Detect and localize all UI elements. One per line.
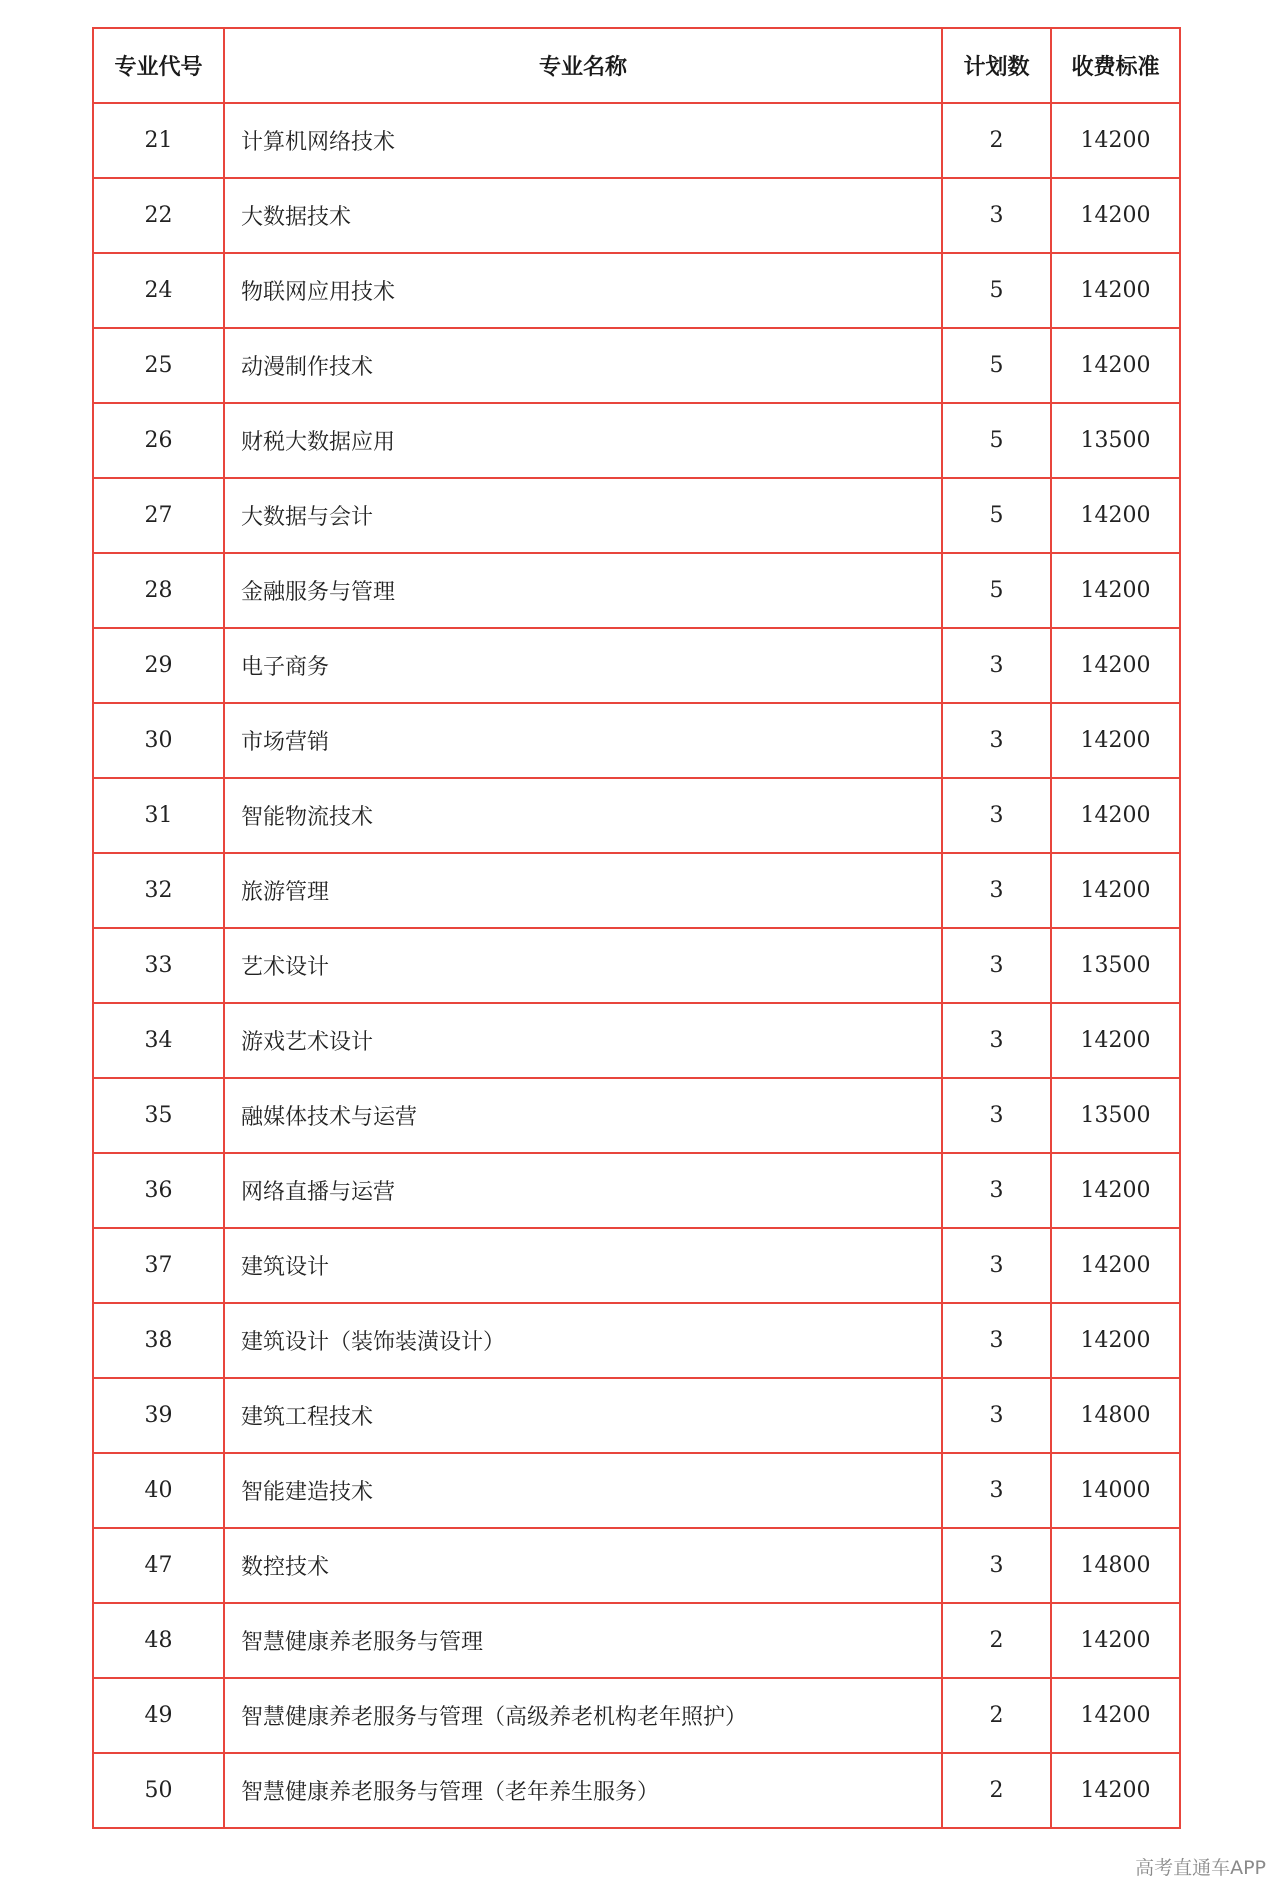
cell-fee: 14200 [1051,703,1180,778]
cell-name: 智慧健康养老服务与管理（老年养生服务） [224,1753,942,1828]
cell-code: 49 [93,1678,224,1753]
cell-name: 大数据技术 [224,178,942,253]
cell-fee: 14800 [1051,1528,1180,1603]
cell-name: 动漫制作技术 [224,328,942,403]
cell-fee: 14200 [1051,253,1180,328]
cell-name: 智能建造技术 [224,1453,942,1528]
header-code: 专业代号 [93,28,224,103]
cell-name: 游戏艺术设计 [224,1003,942,1078]
cell-plan: 5 [942,253,1051,328]
table-row [93,178,1180,253]
table-row [93,478,1180,553]
cell-plan: 3 [942,1303,1051,1378]
cell-code: 22 [93,178,224,253]
cell-name: 网络直播与运营 [224,1153,942,1228]
cell-name: 智慧健康养老服务与管理（高级养老机构老年照护） [224,1678,942,1753]
cell-code: 26 [93,403,224,478]
cell-name: 金融服务与管理 [224,553,942,628]
table-row [93,1153,1180,1228]
cell-fee: 14200 [1051,853,1180,928]
cell-name: 建筑设计（装饰装潢设计） [224,1303,942,1378]
cell-name: 旅游管理 [224,853,942,928]
cell-plan: 3 [942,178,1051,253]
cell-fee: 14200 [1051,478,1180,553]
cell-plan: 3 [942,1078,1051,1153]
table-row [93,1453,1180,1528]
cell-plan: 5 [942,403,1051,478]
cell-code: 48 [93,1603,224,1678]
cell-code: 29 [93,628,224,703]
cell-code: 50 [93,1753,224,1828]
cell-plan: 3 [942,1378,1051,1453]
cell-fee: 14200 [1051,1153,1180,1228]
cell-name: 建筑设计 [224,1228,942,1303]
cell-fee: 14200 [1051,1303,1180,1378]
cell-fee: 14200 [1051,103,1180,178]
cell-plan: 3 [942,1153,1051,1228]
cell-name: 智慧健康养老服务与管理 [224,1603,942,1678]
table-row [93,628,1180,703]
cell-fee: 14200 [1051,1003,1180,1078]
cell-code: 33 [93,928,224,1003]
cell-name: 建筑工程技术 [224,1378,942,1453]
cell-code: 32 [93,853,224,928]
cell-plan: 3 [942,628,1051,703]
header-fee: 收费标准 [1051,28,1180,103]
cell-fee: 14800 [1051,1378,1180,1453]
cell-code: 25 [93,328,224,403]
table-row [93,853,1180,928]
table-header-row [93,28,1180,103]
cell-plan: 2 [942,1603,1051,1678]
table-row [93,553,1180,628]
cell-name: 大数据与会计 [224,478,942,553]
table-row [93,1378,1180,1453]
cell-plan: 3 [942,1453,1051,1528]
cell-fee: 14200 [1051,1678,1180,1753]
cell-name: 物联网应用技术 [224,253,942,328]
cell-fee: 14200 [1051,553,1180,628]
cell-plan: 2 [942,1753,1051,1828]
cell-code: 30 [93,703,224,778]
table-row [93,1753,1180,1828]
cell-fee: 14200 [1051,778,1180,853]
cell-fee: 14200 [1051,1753,1180,1828]
cell-plan: 3 [942,778,1051,853]
majors-table [92,27,1181,1829]
cell-code: 36 [93,1153,224,1228]
cell-name: 数控技术 [224,1528,942,1603]
cell-plan: 5 [942,328,1051,403]
cell-code: 37 [93,1228,224,1303]
cell-code: 40 [93,1453,224,1528]
cell-fee: 14200 [1051,1603,1180,1678]
cell-plan: 2 [942,1678,1051,1753]
cell-code: 21 [93,103,224,178]
header-plan: 计划数 [942,28,1051,103]
table-row [93,1003,1180,1078]
enrollment-plan-sheet [92,27,1179,1829]
cell-name: 智能物流技术 [224,778,942,853]
cell-fee: 14000 [1051,1453,1180,1528]
cell-name: 电子商务 [224,628,942,703]
cell-code: 34 [93,1003,224,1078]
table-row [93,1078,1180,1153]
table-row [93,103,1180,178]
cell-name: 计算机网络技术 [224,103,942,178]
cell-code: 35 [93,1078,224,1153]
cell-code: 47 [93,1528,224,1603]
cell-name: 融媒体技术与运营 [224,1078,942,1153]
table-row [93,403,1180,478]
cell-code: 31 [93,778,224,853]
cell-plan: 5 [942,553,1051,628]
table-row [93,1303,1180,1378]
watermark: 高考直通车APP [1135,1857,1266,1879]
cell-fee: 14200 [1051,328,1180,403]
table-body [93,103,1180,1828]
table-row [93,1603,1180,1678]
table-row [93,928,1180,1003]
cell-code: 39 [93,1378,224,1453]
cell-name: 艺术设计 [224,928,942,1003]
table-row [93,1528,1180,1603]
cell-plan: 3 [942,928,1051,1003]
cell-fee: 14200 [1051,628,1180,703]
cell-code: 28 [93,553,224,628]
table-row [93,1228,1180,1303]
cell-code: 27 [93,478,224,553]
cell-plan: 3 [942,1003,1051,1078]
cell-plan: 3 [942,703,1051,778]
cell-fee: 13500 [1051,403,1180,478]
cell-code: 38 [93,1303,224,1378]
cell-fee: 14200 [1051,1228,1180,1303]
header-name: 专业名称 [224,28,942,103]
table-row [93,778,1180,853]
table-row [93,703,1180,778]
cell-code: 24 [93,253,224,328]
cell-name: 市场营销 [224,703,942,778]
cell-fee: 13500 [1051,928,1180,1003]
cell-plan: 3 [942,1528,1051,1603]
table-row [93,253,1180,328]
cell-plan: 2 [942,103,1051,178]
cell-name: 财税大数据应用 [224,403,942,478]
table-row [93,1678,1180,1753]
cell-plan: 3 [942,853,1051,928]
cell-plan: 5 [942,478,1051,553]
cell-fee: 14200 [1051,178,1180,253]
table-row [93,328,1180,403]
cell-fee: 13500 [1051,1078,1180,1153]
cell-plan: 3 [942,1228,1051,1303]
